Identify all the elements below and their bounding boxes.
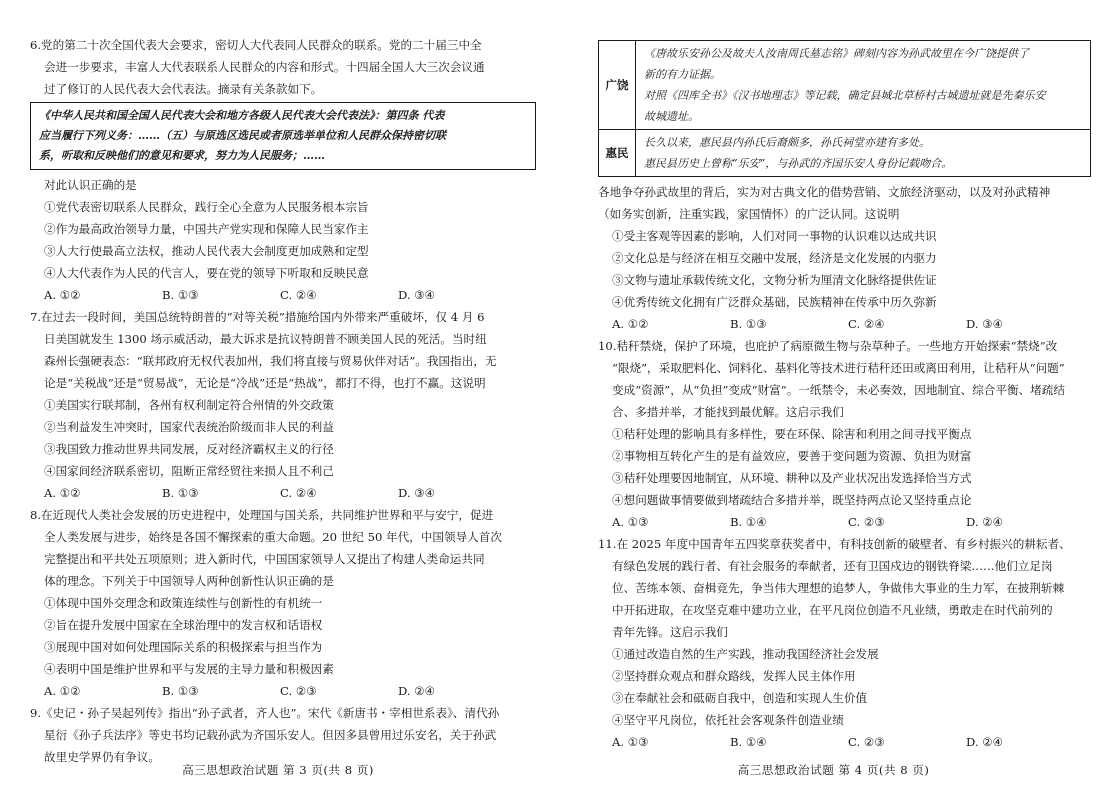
q8-line: 全人类发展与进步，始终是各国不懈探索的重大命题。20 世纪 50 年代，中国领导人首次 [44, 530, 502, 544]
question-9-continued [598, 181, 1091, 335]
q6-item: ④人大代表作为人民的代言人，要在党的领导下听取和反映民意 [44, 266, 369, 280]
table-cell-line: 惠民县历史上曾称“乐安”，与孙武的齐国乐安人身份记载吻合。 [644, 157, 953, 170]
q9-option-d[interactable]: D. ③④ [966, 317, 1004, 331]
q8-line: 体的理念。下列关于中国领导人两种创新性认识正确的是 [44, 574, 334, 588]
q10-item: ④想问题做事情要做到堵疏结合多措并举，既坚持两点论又坚持重点论 [612, 493, 972, 507]
question-11 [598, 533, 1091, 753]
q10-option-b[interactable]: B. ①④ [730, 515, 767, 529]
q6-option-b[interactable]: B. ①③ [162, 288, 199, 302]
q8-item: ④表明中国是维护世界和平与发展的主导力量和积极因素 [44, 662, 334, 676]
q8-options [30, 680, 536, 702]
q11-line: 中开拓进取，在攻坚克难中建功立业，在平凡岗位创造不凡业绩，勇敢走在时代前列的 [612, 603, 1053, 617]
law-excerpt-line: 《中华人民共和国全国人民代表大会和地方各级人民代表大会代表法》：第四条 代表 [39, 109, 445, 122]
q11-option-b[interactable]: B. ①④ [730, 735, 767, 749]
region-content [636, 130, 1091, 177]
page-footer-right: 高三思想政治试题 第 4 页(共 8 页) [737, 763, 930, 777]
q6-item: ②作为最高政治领导力量，中国共产党实现和保障人民当家作主 [44, 222, 369, 236]
q7-option-d[interactable]: D. ③④ [398, 486, 436, 500]
q7-line: 7.在过去一段时间，美国总统特朗普的“对等关税”措施给国内外带来严重破坏，仅 4 月 6 [30, 310, 485, 324]
q10-line: 变成“资源”，从“负担”变成“财富”。一纸禁令，未必奏效，因地制宜、综合平衡、堵疏结 [612, 383, 1065, 397]
q9-option-b[interactable]: B. ①③ [730, 317, 767, 331]
region-content [636, 41, 1091, 130]
q8-option-c[interactable]: C. ②③ [280, 684, 317, 698]
q11-line: 有绿色发展的践行者、有社会服务的奉献者，还有卫国戍边的钢铁脊梁……他们立足岗 [612, 559, 1053, 573]
table-cell-line: 故城遗址。 [644, 110, 699, 123]
q6-stem: 对此认识正确的是 [44, 178, 137, 192]
q9-item: ①受主客观等因素的影响，人们对同一事物的认识难以达成共识 [612, 229, 937, 243]
law-excerpt-line: 系，听取和反映他们的意见和要求，努力为人民服务；…… [39, 149, 325, 162]
q7-option-a[interactable]: A. ①② [44, 486, 81, 500]
q7-option-b[interactable]: B. ①③ [162, 486, 199, 500]
q9-option-a[interactable]: A. ①② [612, 317, 649, 331]
q7-item: ④国家间经济联系密切，阻断正常经贸往来损人且不利己 [44, 464, 334, 478]
q10-item: ②事物相互转化产生的是有益效应，要善于变问题为资源、负担为财富 [612, 449, 972, 463]
q10-option-c[interactable]: C. ②③ [848, 515, 885, 529]
q8-item: ①体现中国外交理念和政策连续性与创新性的有机统一 [44, 596, 323, 610]
q6-options [30, 284, 536, 306]
q9-option-c[interactable]: C. ②④ [848, 317, 885, 331]
q7-option-c[interactable]: C. ②④ [280, 486, 317, 500]
right-page [556, 0, 1111, 800]
question-8 [30, 504, 536, 702]
q9-item: ②文化总是与经济在相互交融中发展，经济是文化发展的内驱力 [612, 251, 937, 265]
q10-option-a[interactable]: A. ①③ [612, 515, 649, 529]
q10-line: 10.秸秆禁烧，保护了环境，也庇护了病原微生物与杂草种子。一些地方开始探索“禁烧”改 [598, 339, 1058, 353]
q6-line: 会进一步要求，丰富人大代表联系人民群众的内容和形式。十四届全国人大三次会议通 [44, 60, 485, 74]
q6-line: 6.党的第二十次全国代表大会要求，密切人大代表同人民群众的联系。党的二十届三中全 [30, 38, 482, 52]
law-excerpt-line: 应当履行下列义务：……（五）与原选区选民或者原选举单位和人民群众保持密切联 [39, 129, 446, 142]
table-cell-line: 新的有力证据。 [644, 68, 721, 81]
q11-option-d[interactable]: D. ②④ [966, 735, 1004, 749]
q11-item: ③在奉献社会和砥砺自我中，创造和实现人生价值 [612, 691, 868, 705]
question-6 [30, 34, 536, 306]
q8-line: 8.在近现代人类社会发展的历史进程中，处理国与国关系，共同维护世界和平与安宁，促进 [30, 508, 494, 522]
q6-item: ③人大行使最高立法权，推动人民代表大会制度更加成熟和定型 [44, 244, 369, 258]
q9-line: 故里史学界仍有争议。 [44, 750, 160, 764]
q9-line: 9.《史记・孙子吴起列传》指出“孙子武者，齐人也”。宋代《新唐书・宰相世系表》、清代孙 [30, 706, 500, 720]
q6-line: 过了修订的人民代表大会代表法。摘录有关条款如下。 [44, 82, 323, 96]
q11-item: ①通过改造自然的生产实践，推动我国经济社会发展 [612, 647, 879, 661]
question-7 [30, 306, 536, 504]
q11-item: ②坚持群众观点和群众路线，发挥人民主体作用 [612, 669, 856, 683]
q9-line: 星衍《孙子兵法序》等史书均记载孙武为齐国乐安人。但因多县曾用过乐安名，关于孙武 [44, 728, 497, 742]
q9-options [598, 313, 1091, 335]
q8-item: ③展现中国对如何处理国际关系的积极探索与担当作为 [44, 640, 323, 654]
region-guangrao: 广饶 [599, 41, 636, 130]
q11-option-c[interactable]: C. ②③ [848, 735, 885, 749]
q6-option-a[interactable]: A. ①② [44, 288, 81, 302]
q7-item: ①美国实行联邦制，各州有权利制定符合州情的外交政策 [44, 398, 334, 412]
q7-line: 论是“关税战”还是“贸易战”，无论是“冷战”还是“热战”，都打不得，也打不赢。这说明 [44, 376, 486, 390]
table-cell-line: 对照《四库全书》《汉书地理志》等记载，确定县城北草桥村古城遗址就是先秦乐安 [644, 89, 1046, 102]
q9-cont-line: 各地争夺孙武故里的背后，实为对古典文化的借势营销、文旅经济驱动，以及对孙武精神 [598, 185, 1051, 199]
q10-item: ③秸秆处理要因地制宜，从环境、耕种以及产业状况出发选择恰当方式 [612, 471, 972, 485]
q11-option-a[interactable]: A. ①③ [612, 735, 649, 749]
q10-option-d[interactable]: D. ②④ [966, 515, 1004, 529]
q9-item: ③文物与遗址承载传统文化，文物分析为厘清文化脉络提供佐证 [612, 273, 937, 287]
law-excerpt-box [30, 102, 536, 170]
q6-option-c[interactable]: C. ②④ [280, 288, 317, 302]
q7-item: ③我国致力推动世界共同发展，反对经济霸权主义的行径 [44, 442, 334, 456]
question-9-start [30, 702, 536, 768]
page-footer-left: 高三思想政治试题 第 3 页(共 8 页) [182, 763, 374, 777]
table-row [599, 41, 1091, 130]
q10-item: ①秸秆处理的影响具有多样性，要在环保、除害和利用之间寻找平衡点 [612, 427, 972, 441]
q9-cont-line: （如务实创新，注重实践，家国情怀）的广泛认同。这说明 [598, 207, 900, 221]
q10-line: 合、多措并举，才能找到最优解。这启示我们 [612, 405, 844, 419]
q7-line: 森州长强硬表态：“联邦政府无权代表加州，我们将直接与贸易伙伴对话”。我国指出，无 [44, 354, 497, 368]
q6-item: ①党代表密切联系人民群众，践行全心全意为人民服务根本宗旨 [44, 200, 369, 214]
q11-line: 11.在 2025 年度中国青年五四奖章获奖者中，有科技创新的破壁者、有乡村振兴的耕耘者、 [598, 537, 1071, 551]
q9-item: ④优秀传统文化拥有广泛群众基础，民族精神在传承中历久弥新 [612, 295, 937, 309]
region-huimin: 惠民 [599, 130, 636, 177]
q8-option-d[interactable]: D. ②④ [398, 684, 436, 698]
q11-line: 位、苦练本领、奋楫竞先，争当伟大理想的追梦人，争做伟大事业的生力军，在披荆斩棘 [612, 581, 1065, 595]
q8-option-a[interactable]: A. ①② [44, 684, 81, 698]
table-row [599, 130, 1091, 177]
q8-item: ②旨在提升发展中国家在全球治理中的发言权和话语权 [44, 618, 323, 632]
q7-options [30, 482, 536, 504]
q11-line: 青年先锋。这启示我们 [612, 625, 728, 639]
table-cell-line: 长久以来，惠民县内孙氏后裔颇多，孙氏祠堂亦建有多处。 [644, 136, 930, 149]
q10-line: “限烧”，采取肥料化、饲料化、基料化等技术进行秸秆还田或离田利用，让秸秆从“问题” [612, 361, 1065, 375]
q7-item: ②当利益发生冲突时，国家代表统治阶级而非人民的利益 [44, 420, 334, 434]
q6-option-d[interactable]: D. ③④ [398, 288, 436, 302]
q10-options [598, 511, 1091, 533]
q11-item: ④坚守平凡岗位，依托社会客观条件创造业绩 [612, 713, 844, 727]
q8-line: 完整提出和平共处五项原则；进入新时代，中国国家领导人又提出了构建人类命运共同 [44, 552, 485, 566]
q9-source-table [598, 40, 1091, 177]
q7-line: 日美国就发生 1300 场示威活动，最大诉求是抗议特朗普不顾美国人民的死活。当时纽 [44, 332, 487, 346]
q8-option-b[interactable]: B. ①③ [162, 684, 199, 698]
table-cell-line: 《唐故乐安孙公及故夫人汝南周氏墓志铭》碑刻内容为孙武故里在今广饶提供了 [644, 47, 1029, 60]
question-10 [598, 335, 1091, 533]
q11-options [598, 731, 1091, 753]
